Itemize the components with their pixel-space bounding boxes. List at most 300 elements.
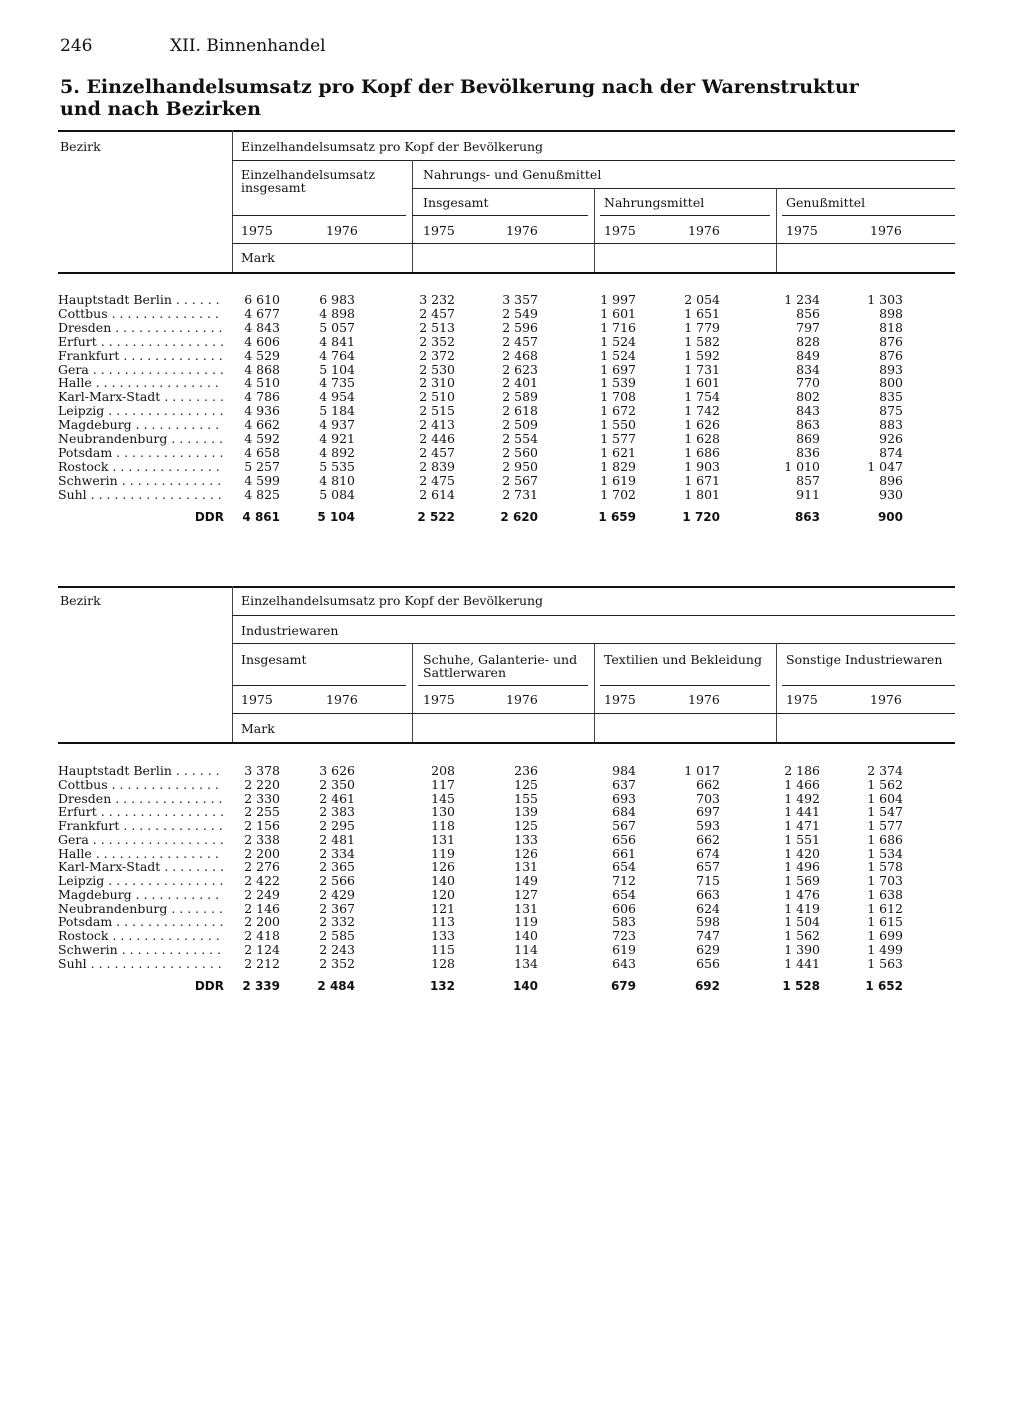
table-cell: 2 295 bbox=[319, 818, 355, 833]
year-1976: 1976 bbox=[506, 223, 538, 238]
bezirk-name: Karl-Marx-Stadt . . . bbox=[58, 860, 224, 874]
table-cell: 723 bbox=[612, 928, 636, 943]
table-cell: 2 372 bbox=[419, 347, 455, 363]
table-cell: 131 bbox=[514, 900, 538, 916]
table-cell: 1 441 bbox=[784, 955, 820, 971]
table-cell: 120 bbox=[431, 886, 455, 902]
table-row bbox=[58, 833, 958, 847]
table-cell: 140 bbox=[431, 873, 455, 888]
table-cell: 2 457 bbox=[502, 333, 538, 349]
table-cell: 4 868 bbox=[244, 361, 280, 377]
table-cell: 4 735 bbox=[319, 375, 355, 391]
table-cell: 684 bbox=[612, 804, 636, 820]
table-cell: 606 bbox=[612, 900, 636, 916]
table-row bbox=[58, 488, 958, 502]
table-row bbox=[58, 874, 958, 888]
table-cell: 2 585 bbox=[319, 928, 355, 943]
table-cell: 4 892 bbox=[319, 444, 355, 460]
bezirk-name: Potsdam . . . bbox=[58, 915, 224, 929]
table-cell: 4 529 bbox=[244, 347, 280, 363]
table-cell: 2 200 bbox=[244, 845, 280, 861]
table-cell: 2 549 bbox=[502, 305, 538, 321]
table-cell: 128 bbox=[431, 955, 455, 971]
year-1976: 1976 bbox=[326, 692, 358, 707]
table-cell: 1 047 bbox=[867, 458, 903, 474]
table-cell: 1 779 bbox=[684, 319, 720, 335]
year-1976: 1976 bbox=[870, 692, 902, 707]
table-cell: 127 bbox=[514, 886, 538, 902]
table-cell: 1 651 bbox=[684, 305, 720, 321]
table-cell: 800 bbox=[879, 375, 903, 391]
bezirk-name: Schwerin . . . bbox=[58, 943, 224, 957]
table-cell: 1 621 bbox=[600, 444, 636, 460]
table-cell: 657 bbox=[696, 859, 720, 875]
table-cell: 654 bbox=[612, 886, 636, 902]
table-cell: 114 bbox=[514, 941, 538, 957]
table-cell: 1 577 bbox=[600, 431, 636, 446]
table-row bbox=[58, 915, 958, 929]
table-cell: 926 bbox=[879, 431, 903, 446]
table-cell: 661 bbox=[612, 845, 636, 861]
table-cell: 2 212 bbox=[244, 955, 280, 971]
header-rule bbox=[600, 685, 770, 686]
table-cell: 2 623 bbox=[502, 361, 538, 377]
year-1975: 1975 bbox=[786, 692, 818, 707]
year-1975: 1975 bbox=[241, 223, 273, 238]
table-cell: 1 652 bbox=[865, 978, 903, 993]
header-divider bbox=[776, 188, 777, 273]
table-total-row bbox=[58, 510, 958, 524]
table-cell: 5 257 bbox=[244, 458, 280, 474]
table-cell: 5 184 bbox=[319, 403, 355, 419]
bezirk-name: Frankfurt . . . bbox=[58, 819, 224, 833]
table-cell: 896 bbox=[879, 472, 903, 488]
table-cell: 1 492 bbox=[784, 790, 820, 806]
table-cell: 1 716 bbox=[600, 319, 636, 335]
table-cell: 2 146 bbox=[244, 900, 280, 916]
table-cell: 4 599 bbox=[244, 472, 280, 488]
table-cell: 1 569 bbox=[784, 873, 820, 888]
table-cell: 125 bbox=[514, 818, 538, 833]
table-cell: 2 310 bbox=[419, 375, 455, 391]
table-row bbox=[58, 335, 958, 349]
table-cell: 1 524 bbox=[600, 347, 636, 363]
table-cell: 1 420 bbox=[784, 845, 820, 861]
header-rule bbox=[232, 243, 955, 244]
table-cell: 2 352 bbox=[319, 955, 355, 971]
table-cell: 2 510 bbox=[419, 389, 455, 405]
table-cell: 2 950 bbox=[502, 458, 538, 474]
page-number: 246 bbox=[60, 36, 93, 56]
bezirk-name: Neubrandenburg . . . bbox=[58, 902, 224, 916]
table-cell: 149 bbox=[514, 873, 538, 888]
table-cell: 930 bbox=[879, 486, 903, 502]
table-cell: 133 bbox=[514, 831, 538, 847]
table-cell: 1 578 bbox=[867, 859, 903, 875]
bezirk-name: Neubrandenburg . . . bbox=[58, 432, 224, 446]
table-cell: 1 671 bbox=[684, 472, 720, 488]
table-cell: 1 699 bbox=[867, 928, 903, 943]
table-cell: 770 bbox=[796, 375, 820, 391]
table-cell: 140 bbox=[514, 928, 538, 943]
table-cell: 1 547 bbox=[867, 804, 903, 820]
bezirk-name: Frankfurt . . . bbox=[58, 349, 224, 363]
table-cell: 134 bbox=[514, 955, 538, 971]
table-cell: 2 560 bbox=[502, 444, 538, 460]
table-row bbox=[58, 888, 958, 902]
table-cell: 624 bbox=[696, 900, 720, 916]
table-cell: 1 702 bbox=[600, 486, 636, 502]
year-1975: 1975 bbox=[604, 692, 636, 707]
table-cell: 1 582 bbox=[684, 333, 720, 349]
table-cell: 619 bbox=[612, 941, 636, 957]
bezirk-name: Erfurt . . . bbox=[58, 805, 224, 819]
year-1975: 1975 bbox=[786, 223, 818, 238]
table-cell: 674 bbox=[696, 845, 720, 861]
header-sub-sonstige: Sonstige Industriewaren bbox=[786, 652, 943, 667]
table-cell: 1 010 bbox=[784, 458, 820, 474]
table-row bbox=[58, 363, 958, 377]
table-row bbox=[58, 390, 958, 404]
table-cell: 140 bbox=[512, 978, 538, 993]
table-cell: 1 303 bbox=[867, 292, 903, 307]
table-cell: 583 bbox=[612, 914, 636, 930]
table-cell: 4 677 bbox=[244, 305, 280, 321]
table-cell: 697 bbox=[696, 804, 720, 820]
table-cell: 1 686 bbox=[867, 831, 903, 847]
bezirk-name: Gera . . . bbox=[58, 833, 224, 847]
table-cell: 2 481 bbox=[319, 831, 355, 847]
table-cell: 911 bbox=[796, 486, 820, 502]
table-cell: 747 bbox=[696, 928, 720, 943]
table-cell: 2 338 bbox=[244, 831, 280, 847]
header-group-total: Einzelhandelsumsatz insgesamt bbox=[241, 167, 375, 195]
table-row bbox=[58, 778, 958, 792]
table-cell: 1 612 bbox=[867, 900, 903, 916]
table-cell: 1 903 bbox=[684, 458, 720, 474]
table-cell: 662 bbox=[696, 831, 720, 847]
header-divider bbox=[232, 130, 233, 273]
table-row bbox=[58, 805, 958, 819]
table-cell: 715 bbox=[696, 873, 720, 888]
bezirk-name: Potsdam . . . bbox=[58, 446, 224, 460]
table-cell: 2 374 bbox=[867, 763, 903, 778]
table-row bbox=[58, 404, 958, 418]
year-1975: 1975 bbox=[241, 692, 273, 707]
table-row bbox=[58, 460, 958, 474]
header-rule bbox=[232, 685, 406, 686]
year-1976: 1976 bbox=[688, 223, 720, 238]
table-cell: 1 419 bbox=[784, 900, 820, 916]
table-cell: 802 bbox=[796, 389, 820, 405]
table-cell: 4 786 bbox=[244, 389, 280, 405]
bezirk-name: Schwerin . . . bbox=[58, 474, 224, 488]
table-cell: 2 054 bbox=[684, 292, 720, 307]
table-cell: 1 524 bbox=[600, 333, 636, 349]
header-sub-insgesamt: Insgesamt bbox=[241, 652, 307, 667]
table-cell: 2 255 bbox=[244, 804, 280, 820]
table-cell: 567 bbox=[612, 818, 636, 833]
bezirk-name: Hauptstadt Berlin . . . bbox=[58, 764, 224, 778]
table-cell: 835 bbox=[879, 389, 903, 405]
bezirk-name: Dresden . . . bbox=[58, 321, 224, 335]
table-cell: 2 413 bbox=[419, 417, 455, 433]
header-rule bbox=[232, 160, 955, 161]
table-cell: 875 bbox=[879, 403, 903, 419]
table-cell: 4 825 bbox=[244, 486, 280, 502]
header-rule bbox=[782, 215, 955, 216]
table-cell: 2 422 bbox=[244, 873, 280, 888]
table-cell: 145 bbox=[431, 790, 455, 806]
table-cell: 1 466 bbox=[784, 776, 820, 792]
header-sub-schuhe: Schuhe, Galanterie- und Sattlerwaren bbox=[423, 652, 578, 680]
table-cell: 4 843 bbox=[244, 319, 280, 335]
table-cell: 1 638 bbox=[867, 886, 903, 902]
table-cell: 1 528 bbox=[782, 978, 820, 993]
table-cell: 654 bbox=[612, 859, 636, 875]
bezirk-name: Leipzig . . . bbox=[58, 874, 224, 888]
table-cell: 1 720 bbox=[682, 509, 720, 524]
table-cell: 818 bbox=[879, 319, 903, 335]
table-cell: 1 697 bbox=[600, 361, 636, 377]
table-cell: 2 554 bbox=[502, 431, 538, 446]
header-rule bbox=[412, 188, 955, 189]
table-cell: 1 562 bbox=[867, 776, 903, 792]
table-cell: 703 bbox=[696, 790, 720, 806]
table-cell: 2 446 bbox=[419, 431, 455, 446]
table-cell: 1 708 bbox=[600, 389, 636, 405]
header-top: Einzelhandelsumsatz pro Kopf der Bevölkerung bbox=[241, 139, 544, 154]
table-cell: 6 610 bbox=[244, 292, 280, 307]
table-cell: 679 bbox=[610, 978, 636, 993]
table-cell: 874 bbox=[879, 444, 903, 460]
table-cell: 4 764 bbox=[319, 347, 355, 363]
table-cell: 4 861 bbox=[242, 509, 280, 524]
table-cell: 2 522 bbox=[417, 509, 455, 524]
year-1976: 1976 bbox=[870, 223, 902, 238]
table-cell: 1 801 bbox=[684, 486, 720, 502]
table-cell: 834 bbox=[796, 361, 820, 377]
table-cell: 208 bbox=[431, 763, 455, 778]
table-row bbox=[58, 307, 958, 321]
table-row bbox=[58, 418, 958, 432]
table-cell: 4 810 bbox=[319, 472, 355, 488]
table-cell: 5 084 bbox=[319, 486, 355, 502]
table-cell: 1 550 bbox=[600, 417, 636, 433]
header-divider bbox=[594, 643, 595, 742]
table-cell: 656 bbox=[696, 955, 720, 971]
table-cell: 5 104 bbox=[317, 509, 355, 524]
header-divider bbox=[594, 188, 595, 273]
table-cell: 1 626 bbox=[684, 417, 720, 433]
table-cell: 2 457 bbox=[419, 444, 455, 460]
table-cell: 883 bbox=[879, 417, 903, 433]
table-cell: 131 bbox=[514, 859, 538, 875]
table-cell: 1 829 bbox=[600, 458, 636, 474]
table-cell: 1 672 bbox=[600, 403, 636, 419]
table-cell: 643 bbox=[612, 955, 636, 971]
header-divider bbox=[412, 160, 413, 273]
table-cell: 2 330 bbox=[244, 790, 280, 806]
table-cell: 2 332 bbox=[319, 914, 355, 930]
table-cell: 121 bbox=[431, 900, 455, 916]
table-cell: 5 104 bbox=[319, 361, 355, 377]
table-cell: 629 bbox=[696, 941, 720, 957]
table-cell: 133 bbox=[431, 928, 455, 943]
header-rule bbox=[232, 713, 955, 714]
table-cell: 2 589 bbox=[502, 389, 538, 405]
table-cell: 130 bbox=[431, 804, 455, 820]
unit-label: Mark bbox=[241, 721, 275, 736]
table-cell: 4 898 bbox=[319, 305, 355, 321]
header-rule bbox=[782, 685, 955, 686]
table-cell: 5 057 bbox=[319, 319, 355, 335]
table-cell: 131 bbox=[431, 831, 455, 847]
table-cell: 869 bbox=[796, 431, 820, 446]
header-sub-genussmittel: Genußmittel bbox=[786, 195, 866, 210]
table-cell: 4 936 bbox=[244, 403, 280, 419]
header-group-industrie: Industriewaren bbox=[241, 623, 339, 638]
year-1975: 1975 bbox=[423, 692, 455, 707]
header-sub-textilien: Textilien und Bekleidung bbox=[604, 652, 762, 667]
table-cell: 2 156 bbox=[244, 818, 280, 833]
table-cell: 4 921 bbox=[319, 431, 355, 446]
table-cell: 1 563 bbox=[867, 955, 903, 971]
table-cell: 1 499 bbox=[867, 941, 903, 957]
table-cell: 119 bbox=[431, 845, 455, 861]
table-cell: 836 bbox=[796, 444, 820, 460]
table-top-rule bbox=[58, 586, 955, 588]
table-row bbox=[58, 446, 958, 460]
header-rule bbox=[232, 615, 955, 616]
table-cell: 1 534 bbox=[867, 845, 903, 861]
table-cell: 656 bbox=[612, 831, 636, 847]
table-cell: 6 983 bbox=[319, 292, 355, 307]
table-cell: 863 bbox=[794, 509, 820, 524]
table-cell: 2 457 bbox=[419, 305, 455, 321]
table-cell: 2 530 bbox=[419, 361, 455, 377]
table-cell: 2 200 bbox=[244, 914, 280, 930]
header-divider bbox=[776, 643, 777, 742]
table-cell: 900 bbox=[877, 509, 903, 524]
table-cell: 119 bbox=[514, 914, 538, 930]
table-cell: 2 596 bbox=[502, 319, 538, 335]
table-cell: 637 bbox=[612, 776, 636, 792]
table-row bbox=[58, 293, 958, 307]
table-cell: 1 601 bbox=[600, 305, 636, 321]
table-row bbox=[58, 376, 958, 390]
table-cell: 1 686 bbox=[684, 444, 720, 460]
header-divider bbox=[412, 643, 413, 742]
bezirk-name: DDR bbox=[194, 509, 224, 524]
table-cell: 4 658 bbox=[244, 444, 280, 460]
table-cell: 1 604 bbox=[867, 790, 903, 806]
table-cell: 1 601 bbox=[684, 375, 720, 391]
table-top-rule bbox=[58, 130, 955, 132]
bezirk-name: Hauptstadt Berlin . . . bbox=[58, 293, 224, 307]
table-cell: 2 509 bbox=[502, 417, 538, 433]
table-total-row bbox=[58, 979, 958, 993]
table-cell: 4 606 bbox=[244, 333, 280, 349]
table-cell: 1 504 bbox=[784, 914, 820, 930]
header-bezirk: Bezirk bbox=[60, 593, 101, 608]
table-cell: 3 378 bbox=[244, 763, 280, 778]
table-cell: 1 577 bbox=[867, 818, 903, 833]
table-row bbox=[58, 819, 958, 833]
year-1975: 1975 bbox=[604, 223, 636, 238]
table-cell: 1 659 bbox=[598, 509, 636, 524]
table-row bbox=[58, 902, 958, 916]
table-cell: 2 339 bbox=[242, 978, 280, 993]
table-cell: 155 bbox=[514, 790, 538, 806]
header-rule bbox=[418, 685, 588, 686]
table-cell: 126 bbox=[514, 845, 538, 861]
table-cell: 117 bbox=[431, 776, 455, 792]
table-cell: 1 017 bbox=[684, 763, 720, 778]
header-bezirk: Bezirk bbox=[60, 139, 101, 154]
table-cell: 1 476 bbox=[784, 886, 820, 902]
table-cell: 1 496 bbox=[784, 859, 820, 875]
bezirk-name: Cottbus . . . bbox=[58, 778, 224, 792]
table-cell: 662 bbox=[696, 776, 720, 792]
table-cell: 2 334 bbox=[319, 845, 355, 861]
bezirk-name: DDR bbox=[194, 978, 224, 993]
year-1976: 1976 bbox=[688, 692, 720, 707]
table-cell: 132 bbox=[429, 978, 455, 993]
header-bottom-rule bbox=[58, 272, 955, 274]
table-cell: 2 731 bbox=[502, 486, 538, 502]
table-cell: 2 618 bbox=[502, 403, 538, 419]
table-cell: 893 bbox=[879, 361, 903, 377]
table-cell: 2 401 bbox=[502, 375, 538, 391]
table-cell: 712 bbox=[612, 873, 636, 888]
bezirk-name: Karl-Marx-Stadt . . . bbox=[58, 390, 224, 404]
table-cell: 2 566 bbox=[319, 873, 355, 888]
bezirk-name: Dresden . . . bbox=[58, 792, 224, 806]
table-cell: 876 bbox=[879, 347, 903, 363]
table-cell: 1 754 bbox=[684, 389, 720, 405]
table-cell: 2 475 bbox=[419, 472, 455, 488]
table-cell: 2 567 bbox=[502, 472, 538, 488]
table-row bbox=[58, 847, 958, 861]
table-row bbox=[58, 349, 958, 363]
table-cell: 898 bbox=[879, 305, 903, 321]
table-cell: 2 276 bbox=[244, 859, 280, 875]
table-cell: 663 bbox=[696, 886, 720, 902]
table-cell: 856 bbox=[796, 305, 820, 321]
table-cell: 863 bbox=[796, 417, 820, 433]
table-cell: 593 bbox=[696, 818, 720, 833]
header-sub-insgesamt: Insgesamt bbox=[423, 195, 489, 210]
table-row bbox=[58, 943, 958, 957]
table-cell: 4 592 bbox=[244, 431, 280, 446]
table-cell: 2 468 bbox=[502, 347, 538, 363]
table-cell: 2 839 bbox=[419, 458, 455, 474]
table-cell: 2 350 bbox=[319, 776, 355, 792]
bezirk-name: Halle . . . bbox=[58, 847, 224, 861]
table-cell: 3 357 bbox=[502, 292, 538, 307]
table-cell: 5 535 bbox=[319, 458, 355, 474]
table-cell: 1 742 bbox=[684, 403, 720, 419]
header-divider bbox=[232, 586, 233, 742]
header-sub-nahrungsmittel: Nahrungsmittel bbox=[604, 195, 705, 210]
table-cell: 2 367 bbox=[319, 900, 355, 916]
table-cell: 1 539 bbox=[600, 375, 636, 391]
table-cell: 118 bbox=[431, 818, 455, 833]
table-cell: 797 bbox=[796, 319, 820, 335]
table-row bbox=[58, 474, 958, 488]
bezirk-name: Cottbus . . . bbox=[58, 307, 224, 321]
